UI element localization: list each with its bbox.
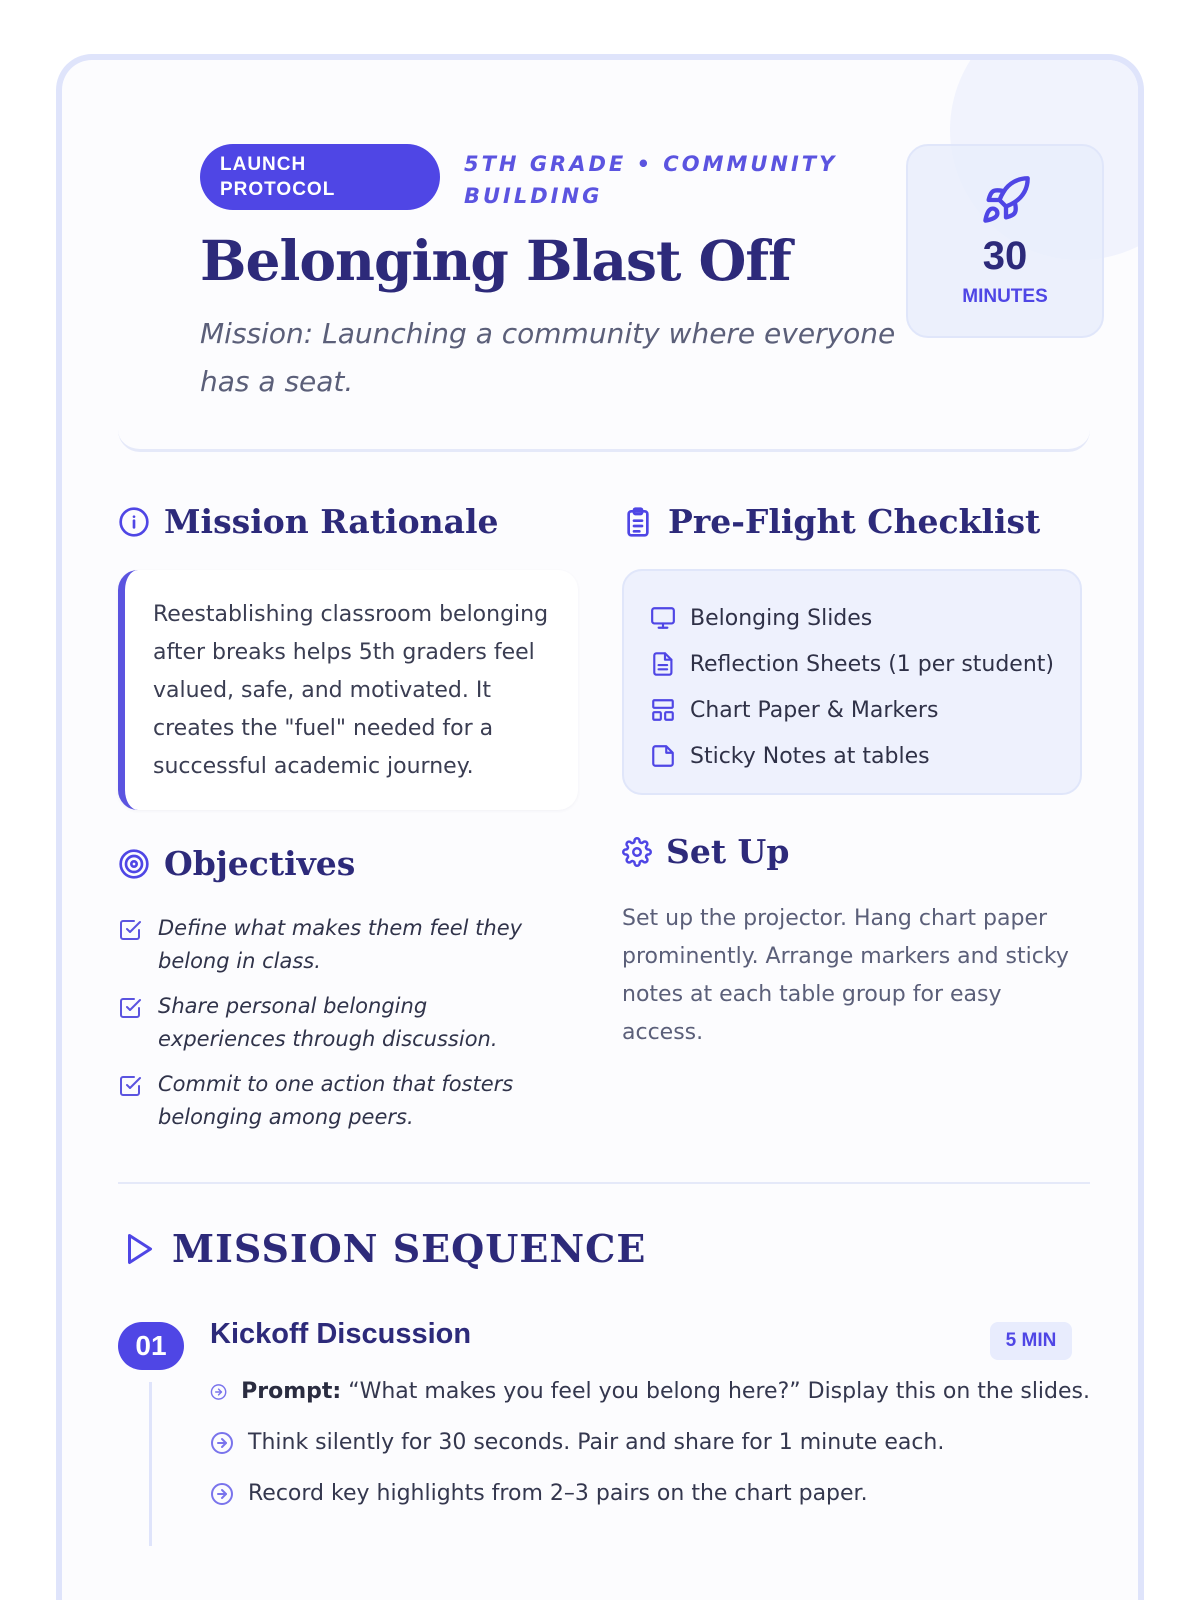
objectives-heading-text: Objectives: [164, 844, 356, 883]
setup-heading: [622, 832, 789, 871]
checkbox-checked-icon: [118, 996, 142, 1020]
info-icon: [118, 506, 150, 538]
list-item: [210, 1468, 1090, 1519]
list-item: [118, 1068, 558, 1134]
page-title: Belonging Blast Off: [200, 228, 791, 293]
list-item: [650, 595, 1054, 641]
launch-protocol-badge: LAUNCH PROTOCOL: [200, 144, 440, 210]
rationale-heading: [118, 502, 499, 541]
bullet-body: “What makes you feel you belong here?” Display this on the slides.: [341, 1379, 1090, 1404]
checklist-item-label: Sticky Notes at tables: [690, 743, 930, 769]
checklist-heading: [622, 502, 1040, 541]
document-icon: [650, 651, 676, 677]
step-title: Kickoff Discussion: [210, 1318, 472, 1350]
checkbox-checked-icon: [118, 1074, 142, 1098]
bullet-bold-label: Prompt:: [241, 1379, 342, 1404]
duration-box: [906, 144, 1104, 338]
checklist-item-label: Belonging Slides: [690, 605, 873, 631]
step-timeline-line: [149, 1382, 152, 1546]
list-item: [118, 912, 558, 978]
objective-text: Share personal belonging experiences through discussion.: [158, 994, 498, 1051]
arrow-circle-icon: [210, 1482, 234, 1506]
step-bullets: [210, 1366, 1090, 1519]
monitor-icon: [650, 605, 676, 631]
lesson-card: [56, 54, 1144, 1600]
bullet-text: Record key highlights from 2–3 pairs on the chart paper.: [248, 1481, 868, 1506]
arrow-circle-icon: [210, 1431, 234, 1455]
rationale-text: Reestablishing classroom belonging after breaks helps 5th graders feel valued, safe, and motivated. It creates the "fuel" needed for a successful academic journey.: [118, 570, 578, 810]
step-duration-badge: 5 MIN: [990, 1322, 1072, 1360]
play-icon: [122, 1231, 158, 1267]
lesson-header: [118, 60, 1090, 452]
setup-heading-text: Set Up: [666, 832, 790, 871]
duration-unit: MINUTES: [962, 286, 1048, 307]
checklist-item-label: Chart Paper & Markers: [690, 697, 939, 723]
objectives-list: [118, 912, 558, 1146]
list-item: [210, 1366, 1090, 1417]
checklist-item-label: Reflection Sheets (1 per student): [689, 651, 1054, 677]
section-divider: [118, 1182, 1090, 1184]
rationale-heading-text: Mission Rationale: [164, 502, 499, 541]
list-item: [118, 990, 558, 1056]
list-item: [210, 1417, 1090, 1468]
objective-text: Commit to one action that fosters belonging among peers.: [158, 1072, 514, 1129]
list-item: [650, 687, 1054, 733]
step-number: 01: [118, 1322, 184, 1370]
checklist-heading-text: Pre-Flight Checklist: [668, 502, 1041, 541]
sequence-heading: [122, 1226, 646, 1271]
arrow-circle-icon: [210, 1380, 227, 1404]
bullet-text: [241, 1379, 1090, 1404]
list-item: [650, 733, 1054, 779]
sticky-note-icon: [650, 743, 676, 769]
layout-icon: [650, 697, 676, 723]
mission-subtitle: Mission: Launching a community where everyone has a seat.: [200, 317, 896, 398]
duration-value: 30: [982, 234, 1028, 278]
list-item: [650, 641, 1054, 687]
setup-text: Set up the projector. Hang chart paper prominently. Arrange markers and sticky notes at each table group for easy access.: [622, 906, 1069, 1045]
objective-text: Define what makes them feel they belong in class.: [158, 916, 523, 973]
checklist-panel: [622, 569, 1082, 795]
target-icon: [118, 848, 150, 880]
checkbox-checked-icon: [118, 918, 142, 942]
sequence-heading-text: MISSION SEQUENCE: [172, 1226, 647, 1271]
rocket-icon: [980, 174, 1032, 226]
objectives-heading: [118, 844, 355, 883]
clipboard-icon: [622, 506, 654, 538]
gear-icon: [622, 837, 652, 867]
grade-label: 5TH GRADE • COMMUNITY BUILDING: [464, 152, 838, 208]
bullet-text: Think silently for 30 seconds. Pair and share for 1 minute each.: [248, 1430, 945, 1455]
